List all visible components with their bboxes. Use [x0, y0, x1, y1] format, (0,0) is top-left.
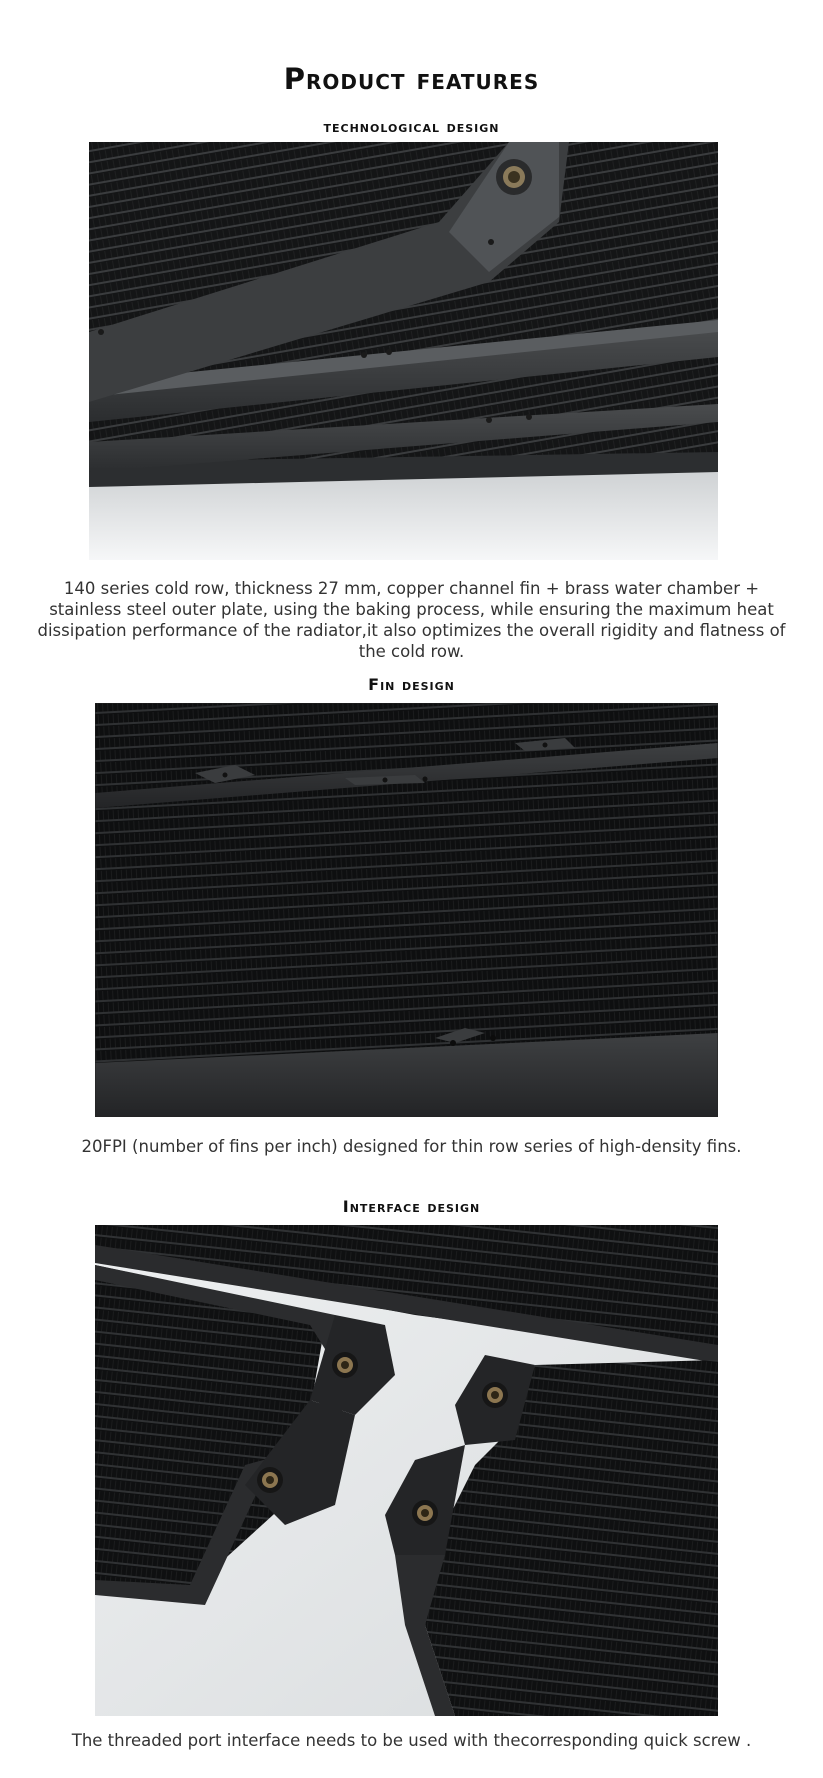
page-title: Product features: [283, 62, 540, 96]
radiator-ports-photo: [95, 1225, 718, 1716]
section-title-fin-design: Fin design: [368, 675, 455, 694]
section-caption-fin-design: 20FPI (number of fins per inch) designed for thin row series of high-density fins.: [81, 1137, 742, 1156]
radiator-fins-photo: [95, 703, 718, 1117]
section-title-interface-design: Interface design: [342, 1197, 481, 1216]
section-title-technological-design: technological design: [323, 117, 500, 136]
section-caption-technological-design: 140 series cold row, thickness 27 mm, copper channel fin + brass water chamber + stainless steel outer plate, using the baking process, while ensuring the maximum heat dissipation performance of the radiator,it also optimizes the overall rigidity and flatness of the cold row.: [37, 579, 786, 661]
section-caption-interface-design: The threaded port interface needs to be used with thecorresponding quick screw .: [71, 1731, 752, 1750]
radiator-stack-photo: [89, 142, 718, 560]
